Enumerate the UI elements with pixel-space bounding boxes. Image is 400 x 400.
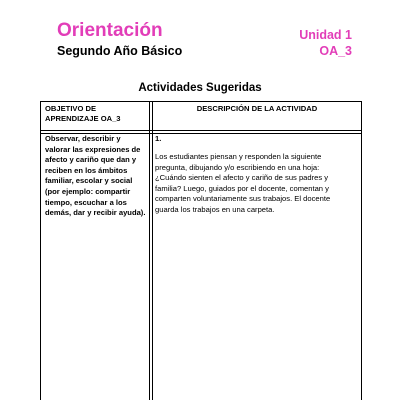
table-column-divider-inner <box>152 102 153 400</box>
unit-label: Unidad 1 <box>299 28 352 42</box>
grade-subtitle: Segundo Año Básico <box>57 44 183 58</box>
oa-label: OA_3 <box>319 44 352 58</box>
table-column-divider <box>149 102 150 400</box>
activities-table <box>40 101 362 400</box>
objective-cell: Observar, describir y valorar las expresiones de afecto y cariño que dan y reciben en los ámbitos familiar, escolar y social (por ejemplo: compartir tiempo, escuchar a los demás, dar y recibir ayuda). <box>45 134 146 218</box>
activity-number: 1. <box>155 134 162 143</box>
page-title: Orientación <box>57 20 163 41</box>
table-header-description: DESCRIPCIÓN DE LA ACTIVIDAD <box>196 104 318 113</box>
table-header-objective: OBJETIVO DE APRENDIZAJE OA_3 <box>45 104 121 123</box>
section-title: Actividades Sugeridas <box>138 82 262 94</box>
table-header-divider <box>41 130 361 131</box>
activity-description-cell: Los estudiantes piensan y responden la siguiente pregunta, dibujando y/o escribiendo en una hoja: ¿Cuándo sienten el afecto y cariño de sus padres y familia? Luego, guiados por el docente, comentan y comparten voluntariamente sus trabajos. El docente guarda los trabajos en una carpeta. <box>155 152 331 214</box>
